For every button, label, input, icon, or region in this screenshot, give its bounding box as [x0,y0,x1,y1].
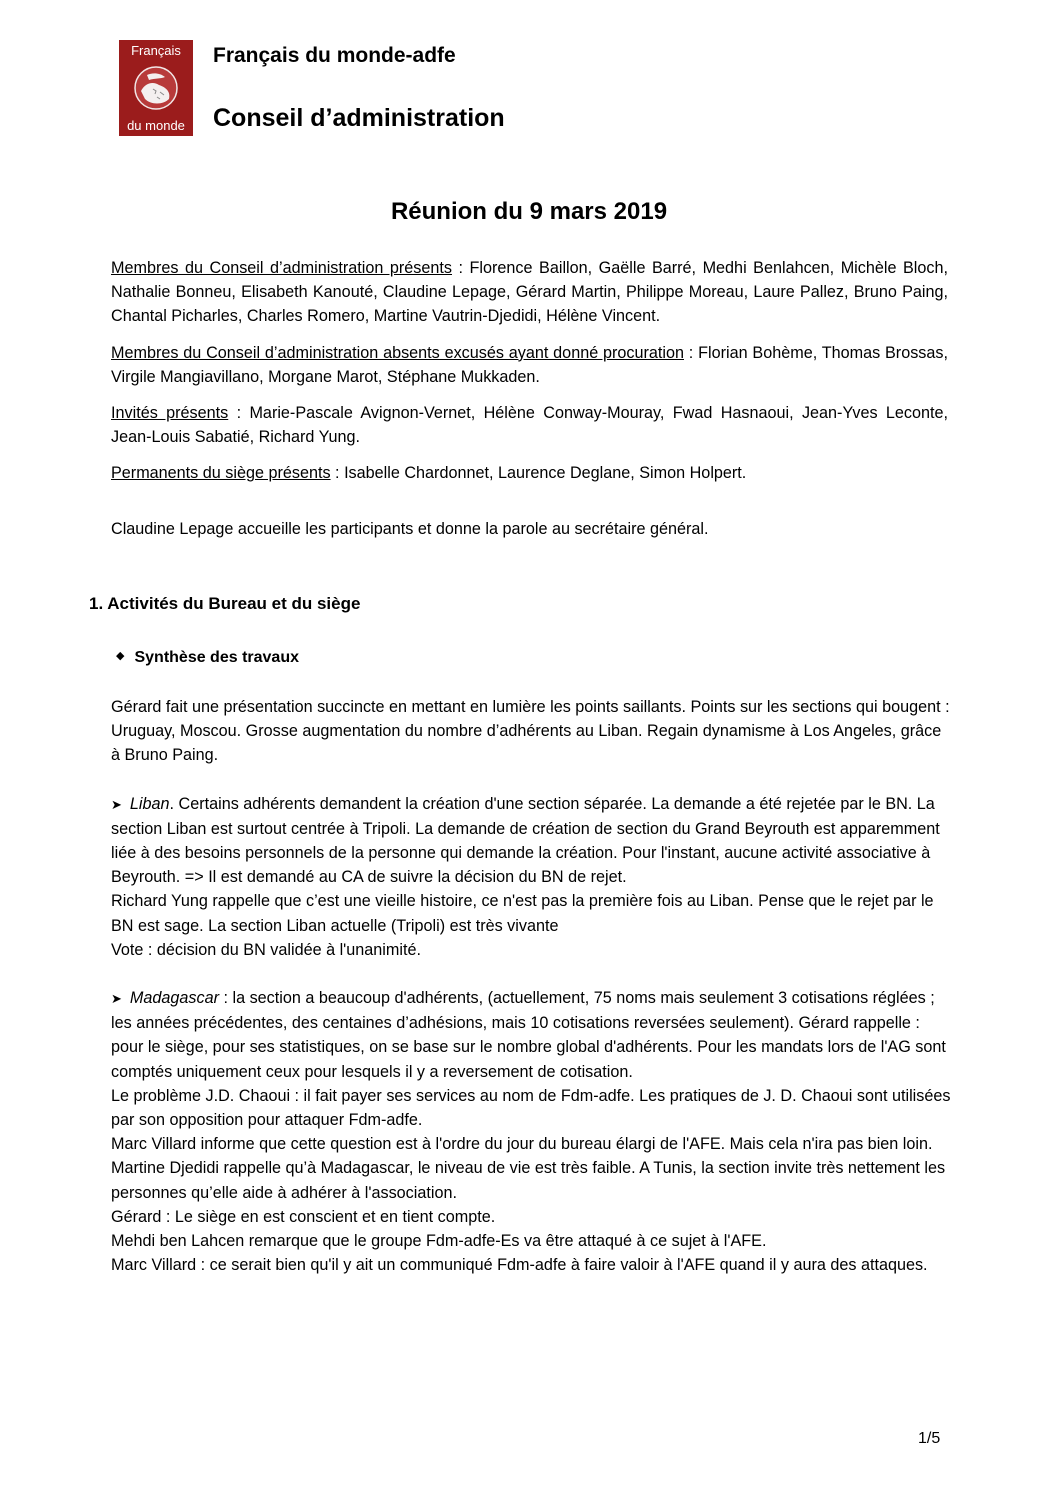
text-line: Martine Djedidi rappelle qu’à Madagascar, le niveau de vie est très faible. A Tunis, la section invite très nettement les personnes qu’elle aide à adhérer à l'association. [111,1159,946,1202]
attendance-label: Invités présents [111,404,229,423]
text-line: Marc Villard informe que cette question est à l'ordre du jour du bureau élargi de l'AFE. Mais cela n'ira pas bien loin. [111,1135,933,1154]
text-line: Le problème J.D. Chaoui : il fait payer ses services au nom de Fdm-adfe. Les pratiques de J. D. Chaoui sont utilisées par son opposition pour attaquer Fdm-adfe. [111,1086,951,1130]
arrow-bullet-icon: ➤ [111,796,122,812]
attendance-present: Membres du Conseil d’administration présents : Florence Baillon, Gaëlle Barré, Medhi Benlahcen, Michèle Bloch, Nathalie Bonneu, Elisabeth Kanouté, Claudine Lepage, Gérard Martin, Philippe Moreau, Laure Pallez, Bruno Paing, Chantal Picharles, Charles Romero, Martine Vautrin-Djedidi, Hélène Vincent. [111,259,948,326]
liban-paragraph: ➤ Liban. Certains adhérents demandent la création d'une section séparée. La demande a été rejetée par le BN. La section Liban est surtout centrée à Tripoli. La demande de création de section du Grand Beyrouth est apparemment liée à des besoins personnels de la personne qui demande la création. Pour l'instant, aucune activité associative à Beyrouth. => Il est demandé au CA de suivre la décision du BN de rejet. [111,794,940,887]
attendance-names: Florian Bohème, Thomas Brossas, Virgile Mangiavillano, Morgane Marot, Stéphane Mukkaden. [111,343,948,386]
attendance-names: Florence Baillon, Gaëlle Barré, Medhi Benlahcen, Michèle Bloch, Nathalie Bonneu, Elisabeth Kanouté, Claudine Lepage, Gérard Martin, Philippe Moreau, Laure Pallez, Bruno Paing, Chantal Picharles, Charles Romero, Martine Vautrin-Djedidi, Hélène Vincent. [111,259,948,326]
attendance-staff: Permanents du siège présents : Isabelle Chardonnet, Laurence Deglane, Simon Holpert. [111,464,747,483]
logo-top-text: Français [131,43,181,58]
text-line: Richard Yung rappelle que c’est une vieille histoire, ce n'est pas la première fois au Liban. Pense que le rejet par le BN est sage. La section Liban actuelle (Tripoli) est très vivante [111,892,934,935]
organization-logo [119,40,193,136]
diamond-bullet-icon: ◆ [116,650,125,662]
attendance-names: Isabelle Chardonnet, Laurence Deglane, Simon Holpert. [344,464,747,483]
section-body [111,695,951,1277]
text-line: Mehdi ben Lahcen remarque que le groupe Fdm-adfe-Es va être attaqué à ce sujet à l'AFE. [111,1232,767,1251]
attendance-section [111,256,948,541]
attendance-label: Membres du Conseil d’administration présents [111,259,452,277]
attendance-names: Marie-Pascale Avignon-Vernet, Hélène Conway-Mouray, Fwad Hasnaoui, Jean-Yves Leconte, Jean-Louis Sabatié, Richard Yung. [111,404,948,447]
madagascar-paragraph: ➤ Madagascar : la section a beaucoup d'adhérents, (actuellement, 75 noms mais seulement 3 cotisations réglées ; les années précédentes, des centaines d’adhésions, mais 10 cotisations reversées seulement). Gérard rappelle : pour le siège, pour ses statistiques, on se base sur le nombre global d'adhérents. Pour les mandats lors de l'AG sont comptés uniquement ceux pour lesquels il y a reversement de cotisation. [111,989,946,1081]
meeting-title: Réunion du 9 mars 2019 [390,198,668,225]
item-title: Liban [129,794,170,813]
text-line: Gérard : Le siège en est conscient et en tient compte. [111,1207,496,1226]
council-title: Conseil d’administration [213,104,505,132]
text-line: Marc Villard : ce serait bien qu'il y ait un communiqué Fdm-adfe à faire valoir à l'AFE quand il y aura des attaques. [111,1256,928,1275]
arrow-bullet-icon: ➤ [111,991,122,1007]
attendance-label: Membres du Conseil d’administration absents excusés ayant donné procuration [111,343,684,362]
organization-name: Français du monde-adfe [213,44,456,67]
page-number: 1/5 [918,1430,941,1447]
attendance-guests: Invités présents : Marie-Pascale Avignon-Vernet, Hélène Conway-Mouray, Fwad Hasnaoui, Jean-Yves Leconte, Jean-Louis Sabatié, Richard Yung. [111,404,948,447]
subsection-heading: ◆ Synthèse des travaux [116,649,299,666]
section-heading: 1. Activités du Bureau et du siège [89,594,361,613]
item-title: Madagascar [129,989,219,1008]
attendance-absent-proxy: Membres du Conseil d’administration absents excusés ayant donné procuration : Florian Bohème, Thomas Brossas, Virgile Mangiavillano, Morgane Marot, Stéphane Mukkaden. [111,343,948,386]
intro-paragraph: Gérard fait une présentation succincte en mettant en lumière les points saillants. Points sur les sections qui bougent : Uruguay, Moscou. Grosse augmentation du nombre d’adhérents au Liban. Regain dynamisme à Los Angeles, grâce à Bruno Paing. [111,698,950,765]
welcome-paragraph: Claudine Lepage accueille les participants et donne la parole au secrétaire général. [111,519,709,538]
attendance-label: Permanents du siège présents [111,464,331,483]
logo-bottom-text: du monde [127,118,185,133]
globe-icon [133,65,179,111]
text-line: Vote : décision du BN validée à l'unanimité. [111,940,421,959]
